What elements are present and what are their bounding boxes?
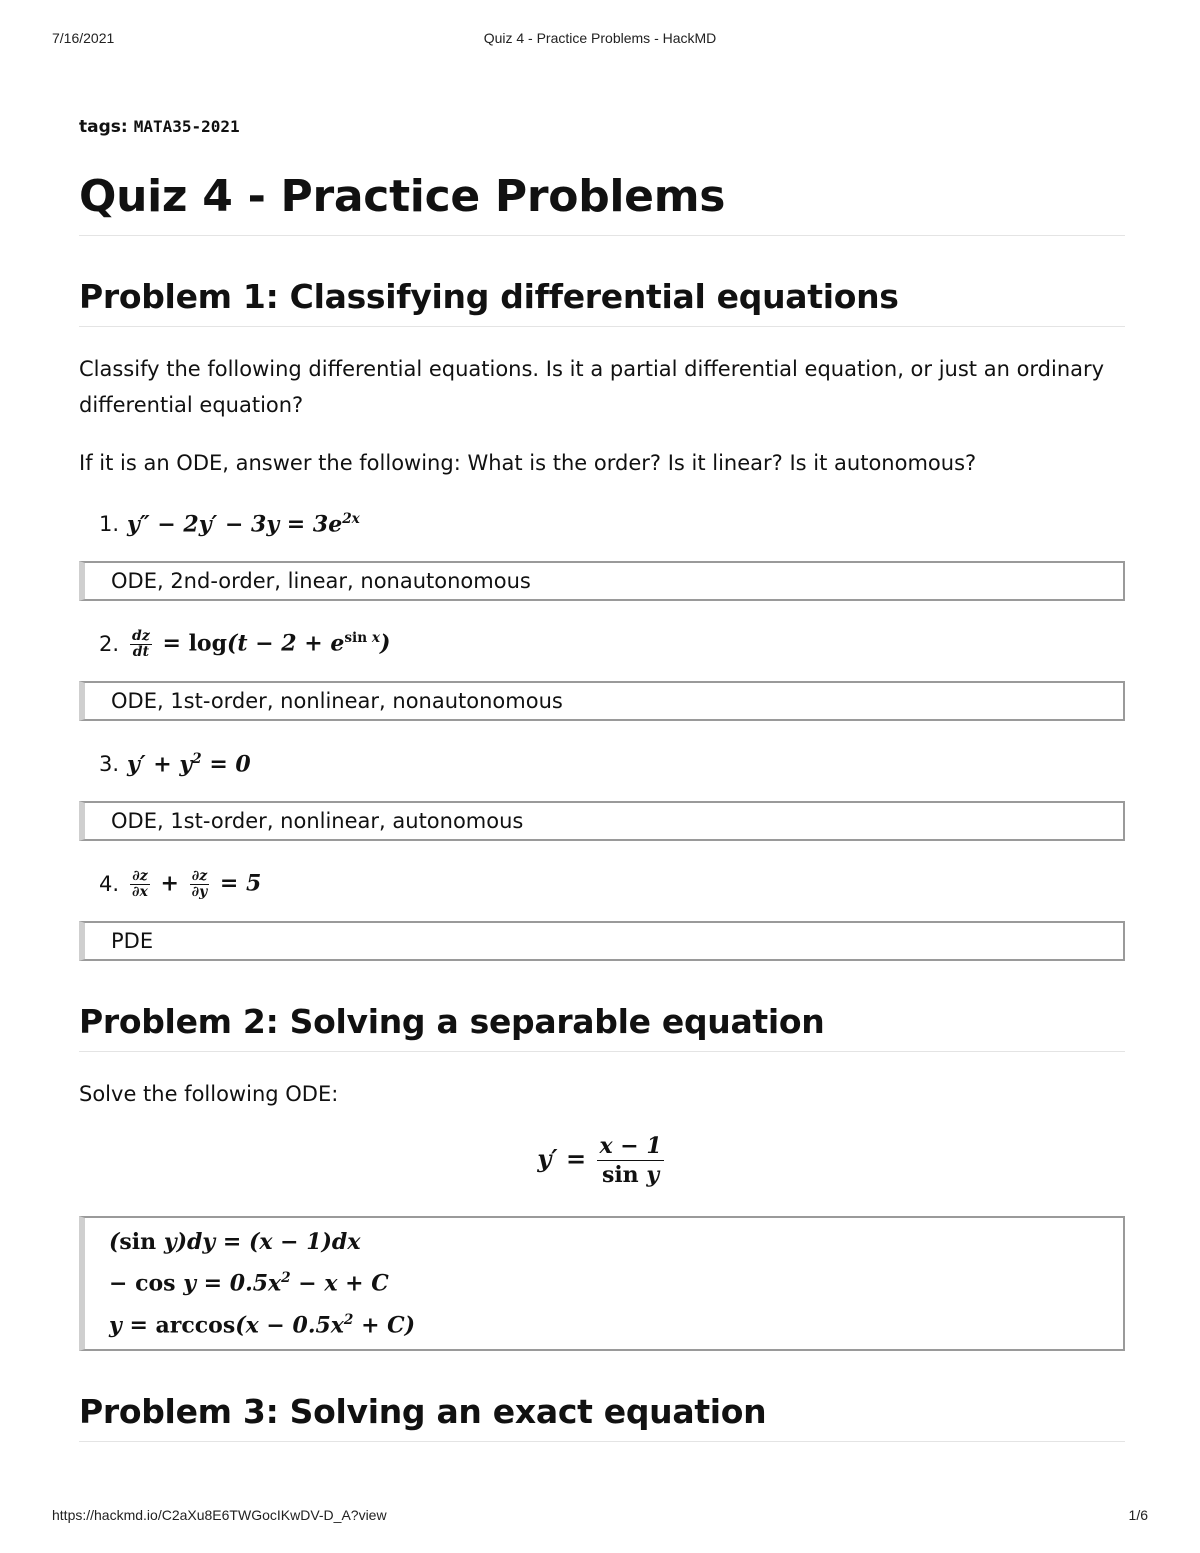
item-number: 1. [99,512,120,537]
document-content [79,117,1125,1442]
item-number: 3. [99,752,120,777]
page-title: Quiz 4 - Practice Problems [79,173,1125,236]
equation-4: $\frac{\partial z}{\partial x}$ + $\frac{\partial z}{\partial y}$ = 5 [132,867,262,900]
page-number: 1/6 [1128,1507,1148,1523]
list-item-3 [99,745,1125,783]
list-item-2 [99,625,1125,663]
list-item-4 [99,865,1125,903]
problem-2-heading: Problem 2: Solving a separable equation [79,1003,1125,1052]
equation-2: $\frac{dz}{dt}$ = $\log(t - 2 + e^{sin x})$ [132,627,391,660]
solution-line-3: $y = \arccos(x - 0.5x^2 + C)$ [109,1311,416,1338]
page-url: https://hackmd.io/C2aXu8E6TWGocIKwDV-D_A?view [52,1507,387,1523]
tags-line [79,117,1125,137]
print-date: 7/16/2021 [52,30,115,46]
problem-2-intro: Solve the following ODE: [79,1082,339,1107]
item-number: 4. [99,872,120,897]
item-number: 2. [99,632,120,657]
print-footer [52,1507,1148,1527]
display-equation: y′ = $\frac{x - 1}{\text{sin y}}$ [537,1133,662,1189]
solution-line-2: − $\cos y = 0.5x^2 - x + C$ [109,1270,389,1297]
tag-value: MATA35-2021 [133,117,240,136]
answer-4: PDE [79,921,1125,961]
answer-problem-2 [79,1216,1125,1351]
answer-1: ODE, 2nd-order, linear, nonautonomous [79,561,1125,601]
equation-1: $y'' - 2y' - 3y = 3e^{2x}$ [127,511,360,538]
tags-label: tags: [79,117,128,137]
print-header [52,30,1148,50]
problem-1-intro: Classify the following differential equations. Is it a partial differential equation, or just an ordinary differential equation? [79,357,1105,418]
problem-1-question: If it is an ODE, answer the following: What is the order? Is it linear? Is it autonomous? [79,451,977,476]
answer-2: ODE, 1st-order, nonlinear, nonautonomous [79,681,1125,721]
problem-3-heading: Problem 3: Solving an exact equation [79,1393,1125,1442]
problem-1-heading: Problem 1: Classifying differential equations [79,278,1125,327]
list-item-1 [99,505,1125,543]
solution-line-1: (sin y)dy = (x − 1)dx [109,1229,361,1256]
print-page-title: Quiz 4 - Practice Problems - HackMD [483,30,717,46]
answer-3: ODE, 1st-order, nonlinear, autonomous [79,801,1125,841]
equation-3: $y' + y^2 = 0$ [127,751,251,778]
